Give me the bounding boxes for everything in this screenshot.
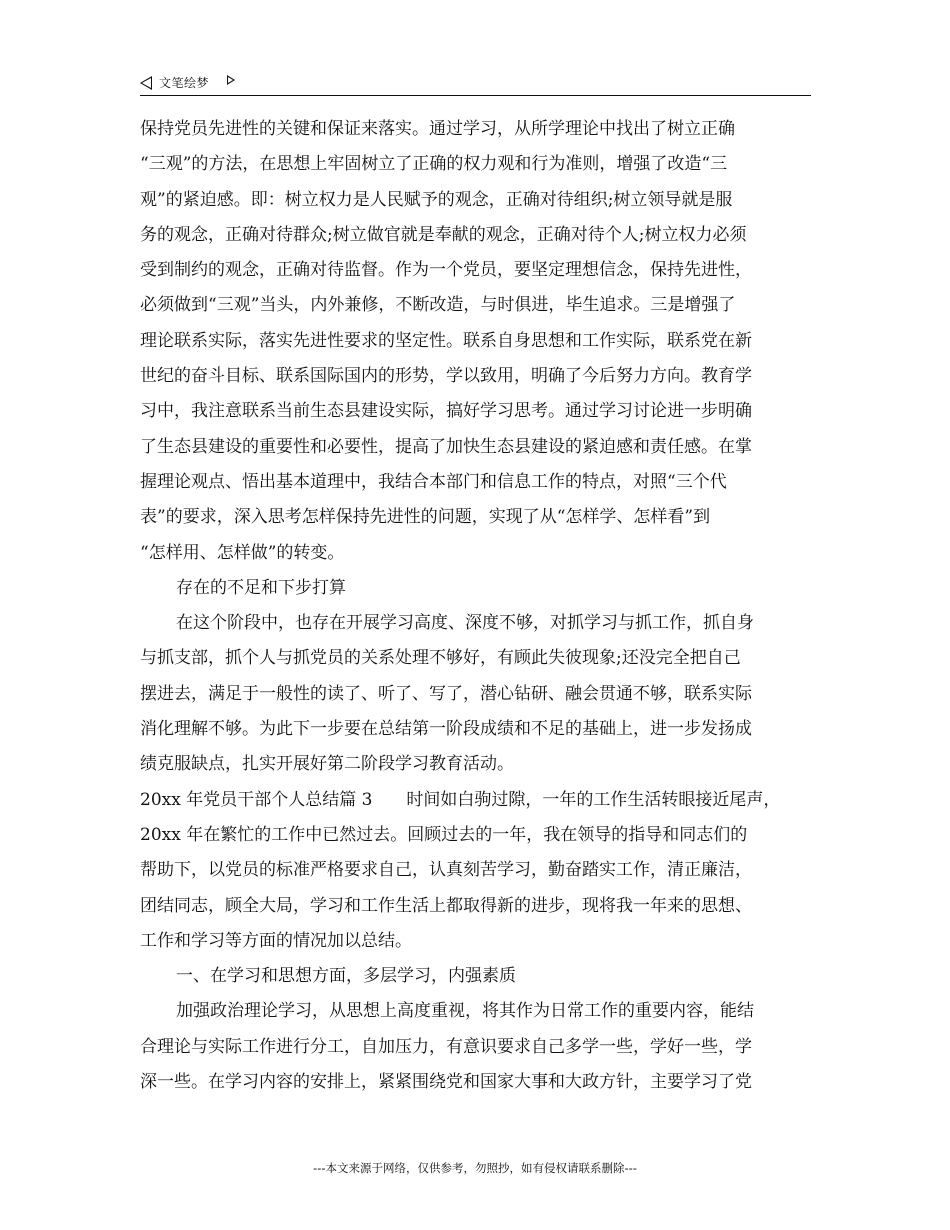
text-line: 世纪的奋斗目标、联系国际国内的形势，学以致用，明确了今后努力方向。教育学 [140,366,752,387]
text-line: 务的观念，正确对待群众;树立做官就是奉献的观念，正确对待个人;树立权力必须 [140,224,747,245]
text-line: 帮助下，以党员的标准严格要求自己，认真刻苦学习，勤奋踏实工作，清正廉洁， [140,860,752,881]
triangle-right-icon [227,75,235,85]
footer-disclaimer: ---本文来源于网络，仅供参考，勿照抄，如有侵权请联系删除--- [313,1161,637,1175]
text-line: 了生态县建设的重要性和必要性，提高了加快生态县建设的紧迫感和责任感。在掌 [140,436,752,457]
header-divider [140,95,811,96]
text-line: 与抓支部，抓个人与抓党员的关系处理不够好，有顾此失彼现象;还没完全把自己 [140,648,741,669]
text-line: 绩克服缺点，扎实开展好第二阶段学习教育活动。 [140,754,514,775]
text-line: 加强政治理论学习，从思想上高度重视，将其作为日常工作的重要内容，能结 [176,1001,754,1022]
section-heading: 一、在学习和思想方面，多层学习，内强素质 [176,966,516,987]
text-line: 深一些。在学习内容的安排上，紧紧围绕党和国家大事和大政方针，主要学习了党 [140,1072,752,1093]
triangle-left-icon [140,76,152,90]
page-header [140,73,811,95]
text-line: 消化理解不够。为此下一步要在总结第一阶段成绩和不足的基础上，进一步发扬成 [140,719,752,740]
header-title: 文笔绘梦 [159,76,210,90]
text-line: “三观”的方法，在思想上牢固树立了正确的权力观和行为准则，增强了改造“三 [140,154,728,175]
text-line: 表”的要求，深入思考怎样保持先进性的问题，实现了从“怎样学、怎样看”到 [140,507,711,528]
text-line: 在这个阶段中，也存在开展学习高度、深度不够，对抓学习与抓工作，抓自身 [176,613,754,634]
text-line: 观”的紧迫感。即：树立权力是人民赋予的观念，正确对待组织;树立领导就是服 [140,189,733,210]
text-line: 习中，我注意联系当前生态县建设实际，搞好学习思考。通过学习讨论进一步明确 [140,401,752,422]
text-line: 保持党员先进性的关键和保证来落实。通过学习，从所学理论中找出了树立正确 [140,119,735,139]
text-line: 受到制约的观念，正确对待监督。作为一个党员，要坚定理想信念，保持先进性， [140,260,752,281]
text-line: 合理论与实际工作进行分工，自加压力，有意识要求自己多学一些，学好一些，学 [140,1036,752,1057]
text-line: 握理论观点、悟出基本道理中，我结合本部门和信息工作的特点，对照“三个代 [140,471,727,492]
text-line: 团结同志，顾全大局，学习和工作生活上都取得新的进步，现将我一年来的思想、 [140,895,752,916]
text-line: 必须做到“三观”当头，内外兼修，不断改造，与时俱进，毕生追求。三是增强了 [140,295,736,316]
article-title-line: 20xx 年党员干部个人总结篇 3 时间如白驹过隙，一年的工作生活转眼接近尾声， [140,789,781,810]
text-line: 理论联系实际，落实先进性要求的坚定性。联系自身思想和工作实际，联系党在新 [140,330,752,351]
text-line: “怎样用、怎样做”的转变。 [140,542,345,563]
text-line: 20xx 年在繁忙的工作中已然过去。回顾过去的一年，我在领导的指导和同志们的 [140,824,748,845]
document-body [140,112,815,1100]
section-heading: 存在的不足和下步打算 [176,577,346,598]
text-line: 摆进去，满足于一般性的读了、听了、写了，潜心钻研、融会贯通不够，联系实际 [140,683,752,704]
text-line: 工作和学习等方面的情况加以总结。 [140,930,412,951]
